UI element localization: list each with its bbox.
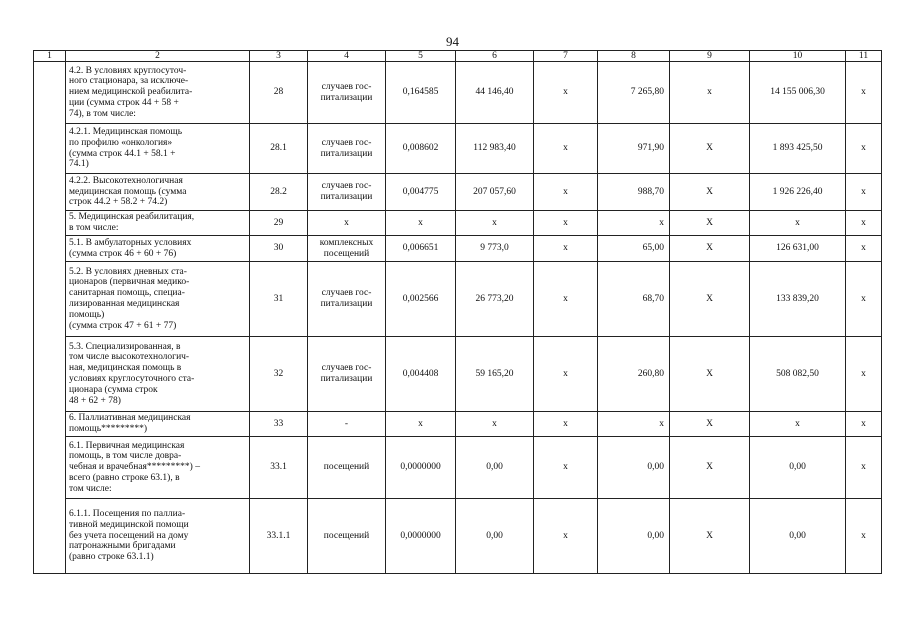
cell-c9: X (670, 174, 750, 211)
blank-cell (34, 124, 66, 174)
row-name (66, 174, 250, 211)
cell-c10: x (750, 211, 846, 236)
row-name-line: 5.3. Специализированная, в (69, 341, 181, 352)
row-name (66, 211, 250, 236)
row-number: 33 (250, 412, 308, 437)
header-cell-2: 2 (66, 51, 250, 62)
row-name (66, 124, 250, 174)
row-name (66, 337, 250, 412)
cell-c8: 0,00 (598, 437, 670, 499)
cell-c8: 971,90 (598, 124, 670, 174)
data-table (33, 50, 882, 574)
header-cell-10: 10 (750, 51, 846, 62)
row-name-line: всего (равно строке 63.1), в (69, 472, 180, 483)
blank-cell (34, 499, 66, 574)
row-name (66, 62, 250, 124)
row-name-line: патронажными бригадами (69, 541, 176, 552)
row-name-line: 74.1) (69, 159, 89, 170)
row-name-line: ного стационара, за исключе- (69, 76, 189, 87)
cell-c9: X (670, 236, 750, 262)
row-name-line: 48 + 62 + 78) (69, 395, 121, 406)
row-number: 30 (250, 236, 308, 262)
table-row (34, 236, 882, 262)
row-number: 33.1 (250, 437, 308, 499)
cell-c6: 0,00 (456, 437, 534, 499)
blank-cell (34, 437, 66, 499)
row-name-line: строк 44.2 + 58.2 + 74.2) (69, 197, 168, 208)
cell-c9: x (670, 62, 750, 124)
cell-c6: 9 773,0 (456, 236, 534, 262)
cell-c11: x (846, 499, 882, 574)
row-unit (308, 236, 386, 262)
header-cell-7: 7 (534, 51, 598, 62)
row-name-line: ционара (сумма строк (69, 384, 158, 395)
row-name-line: чебная и врачебная*********) – (69, 462, 200, 473)
row-unit (308, 174, 386, 211)
row-number: 28.1 (250, 124, 308, 174)
row-number: 32 (250, 337, 308, 412)
row-name (66, 236, 250, 262)
row-unit-line: комплексных (319, 237, 374, 248)
cell-c11: x (846, 62, 882, 124)
header-cell-9: 9 (670, 51, 750, 62)
table-row (34, 412, 882, 437)
table-row (34, 211, 882, 236)
cell-c11: x (846, 262, 882, 337)
cell-c7: x (534, 174, 598, 211)
blank-cell (34, 174, 66, 211)
cell-c10: 508 082,50 (750, 337, 846, 412)
row-name-line: 5.2. В условиях дневных ста- (69, 266, 187, 277)
cell-c8: 988,70 (598, 174, 670, 211)
row-name (66, 412, 250, 437)
row-name-line: 5. Медицинская реабилитация, (69, 212, 195, 223)
row-name-line: санитарная помощь, специа- (69, 288, 185, 299)
row-name (66, 499, 250, 574)
header-cell-11: 11 (846, 51, 882, 62)
row-name-line: том числе высокотехнологич- (69, 352, 190, 363)
row-name-line: в том числе: (69, 223, 119, 233)
page-number: 94 (446, 34, 459, 49)
row-name-line: 74), в том числе: (69, 108, 136, 119)
table-row (34, 337, 882, 412)
table-row (34, 262, 882, 337)
row-number: 33.1.1 (250, 499, 308, 574)
cell-c9: X (670, 437, 750, 499)
row-number: 28 (250, 62, 308, 124)
row-name-line: нием медицинской реабилита- (69, 87, 193, 98)
row-name-line: помощь*********) (69, 424, 147, 434)
cell-c6: 26 773,20 (456, 262, 534, 337)
blank-cell (34, 211, 66, 236)
row-name-line: 6. Паллиативная медицинская (69, 413, 191, 424)
row-unit-line: посещений (323, 530, 370, 541)
cell-c7: x (534, 62, 598, 124)
header-row (34, 51, 882, 62)
cell-c6: 44 146,40 (456, 62, 534, 124)
row-name-line: (сумма строк 47 + 61 + 77) (69, 320, 177, 331)
row-name-line: 4.2. В условиях круглосуточ- (69, 65, 187, 76)
cell-c8: 0,00 (598, 499, 670, 574)
row-unit-line: посещений (323, 248, 370, 259)
row-unit (308, 412, 386, 437)
row-name-line: ционаров (первичная медико- (69, 277, 190, 288)
cell-c6: x (456, 412, 534, 437)
cell-c6: 207 057,60 (456, 174, 534, 211)
header-cell-4: 4 (308, 51, 386, 62)
row-unit-line: случаев гос- (321, 137, 372, 148)
cell-c10: x (750, 412, 846, 437)
cell-c10: 14 155 006,30 (750, 62, 846, 124)
cell-c10: 126 631,00 (750, 236, 846, 262)
row-name (66, 437, 250, 499)
table-row (34, 174, 882, 211)
cell-c7: x (534, 262, 598, 337)
cell-c7: x (534, 124, 598, 174)
cell-c7: x (534, 236, 598, 262)
row-name-line: по профилю «онкология» (69, 137, 173, 148)
row-name (66, 262, 250, 337)
cell-c10: 1 893 425,50 (750, 124, 846, 174)
row-name-line: том числе: (69, 483, 112, 494)
row-unit-line: питализации (320, 92, 373, 103)
row-unit-line: питализации (320, 374, 373, 384)
row-unit-line: случаев гос- (321, 181, 372, 192)
row-unit-line: - (344, 418, 349, 429)
cell-c6: 59 165,20 (456, 337, 534, 412)
cell-c7: x (534, 412, 598, 437)
row-unit (308, 499, 386, 574)
cell-c9: X (670, 211, 750, 236)
cell-c10: 133 839,20 (750, 262, 846, 337)
row-unit-line: питализации (320, 299, 373, 309)
row-name-line: без учета посещений на дому (69, 530, 189, 541)
row-name-line: (сумма строк 46 + 60 + 76) (69, 248, 177, 259)
row-number: 29 (250, 211, 308, 236)
row-unit-line: посещений (323, 462, 370, 473)
cell-c6: 112 983,40 (456, 124, 534, 174)
cell-c8: x (598, 412, 670, 437)
row-name-line: условиях круглосуточного ста- (69, 374, 195, 384)
row-name-line: 5.1. В амбулаторных условиях (69, 237, 192, 248)
cell-c9: X (670, 124, 750, 174)
blank-cell (34, 337, 66, 412)
blank-cell (34, 236, 66, 262)
cell-c7: x (534, 211, 598, 236)
cell-c11: x (846, 124, 882, 174)
row-name-line: 6.1. Первичная медицинская (69, 440, 185, 451)
cell-c6: 0,00 (456, 499, 534, 574)
cell-c8: 7 265,80 (598, 62, 670, 124)
row-name-line: 4.2.1. Медицинская помощь (69, 126, 183, 137)
cell-c11: x (846, 236, 882, 262)
cell-c7: x (534, 337, 598, 412)
header-cell-6: 6 (456, 51, 534, 62)
row-unit-line: случаев гос- (321, 81, 372, 92)
row-unit-line: случаев гос- (321, 288, 372, 299)
cell-c5: 0,008602 (386, 124, 456, 174)
table-row (34, 437, 882, 499)
row-name-line: ная, медицинская помощь в (69, 363, 182, 374)
row-unit (308, 124, 386, 174)
row-name-line: 6.1.1. Посещения по паллиа- (69, 509, 186, 519)
header-cell-8: 8 (598, 51, 670, 62)
header-cell-3: 3 (250, 51, 308, 62)
row-name-line: лизированная медицинская (69, 299, 180, 309)
cell-c10: 0,00 (750, 437, 846, 499)
row-name-line: ции (сумма строк 44 + 58 + (69, 97, 179, 108)
cell-c5: x (386, 412, 456, 437)
cell-c5: 0,0000000 (386, 499, 456, 574)
cell-c5: 0,164585 (386, 62, 456, 124)
cell-c9: X (670, 412, 750, 437)
cell-c6: x (456, 211, 534, 236)
row-name-line: (сумма строк 44.1 + 58.1 + (69, 148, 176, 159)
row-unit (308, 437, 386, 499)
cell-c8: 260,80 (598, 337, 670, 412)
row-unit (308, 211, 386, 236)
cell-c11: x (846, 174, 882, 211)
cell-c7: x (534, 499, 598, 574)
row-name-line: медицинская помощь (сумма (69, 186, 187, 197)
cell-c8: 65,00 (598, 236, 670, 262)
cell-c9: X (670, 499, 750, 574)
cell-c11: x (846, 337, 882, 412)
cell-c10: 1 926 226,40 (750, 174, 846, 211)
row-name-line: 4.2.2. Высокотехнологичная (69, 175, 183, 186)
row-name-line: помощь) (69, 309, 105, 320)
table-row (34, 124, 882, 174)
row-number: 31 (250, 262, 308, 337)
row-unit (308, 337, 386, 412)
row-number: 28.2 (250, 174, 308, 211)
row-unit (308, 62, 386, 124)
row-unit-line: питализации (320, 148, 373, 159)
header-cell-1: 1 (34, 51, 66, 62)
table-row (34, 62, 882, 124)
cell-c11: x (846, 437, 882, 499)
cell-c5: 0,004408 (386, 337, 456, 412)
blank-cell (34, 262, 66, 337)
row-unit-line: случаев гос- (321, 363, 372, 374)
cell-c5: x (386, 211, 456, 236)
row-name-line: тивной медицинской помощи (69, 519, 189, 530)
row-unit-line: питализации (320, 192, 373, 202)
cell-c7: x (534, 437, 598, 499)
cell-c10: 0,00 (750, 499, 846, 574)
row-unit-line: x (344, 217, 349, 228)
cell-c5: 0,006651 (386, 236, 456, 262)
blank-cell (34, 62, 66, 124)
cell-c8: 68,70 (598, 262, 670, 337)
header-cell-5: 5 (386, 51, 456, 62)
cell-c8: x (598, 211, 670, 236)
table-row (34, 499, 882, 574)
cell-c5: 0,0000000 (386, 437, 456, 499)
row-name-line: помощь, в том числе довра- (69, 451, 182, 462)
row-name-line: (равно строке 63.1.1) (69, 552, 154, 563)
row-unit (308, 262, 386, 337)
blank-cell (34, 412, 66, 437)
cell-c11: x (846, 211, 882, 236)
cell-c5: 0,002566 (386, 262, 456, 337)
cell-c9: X (670, 337, 750, 412)
cell-c9: X (670, 262, 750, 337)
cell-c11: x (846, 412, 882, 437)
cell-c5: 0,004775 (386, 174, 456, 211)
